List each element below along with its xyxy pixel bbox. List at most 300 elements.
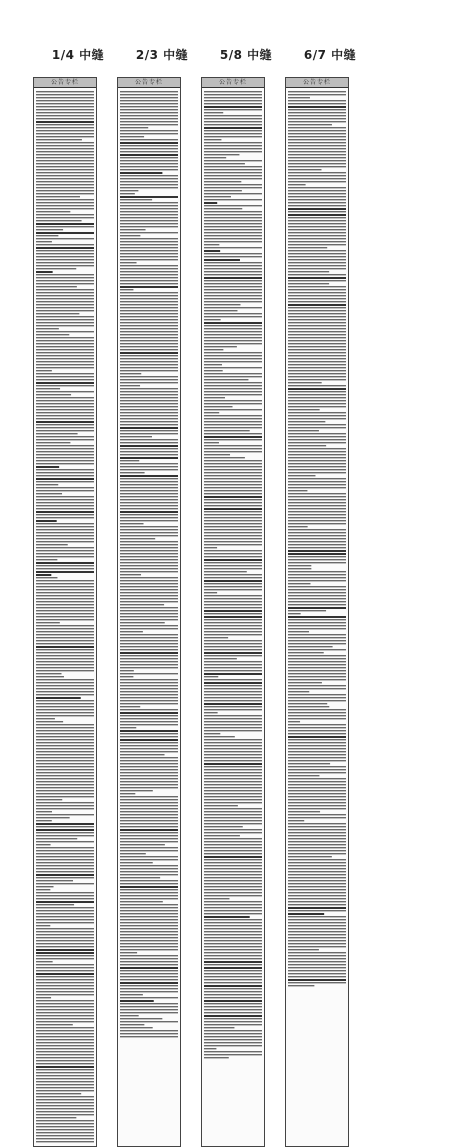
text-line [120,664,178,665]
text-line [288,574,346,575]
text-line [204,991,262,992]
text-line [120,724,178,725]
text-line [120,310,178,311]
text-line [36,898,94,899]
text-line [204,772,262,773]
text-line [120,91,178,92]
text-line [36,529,94,530]
text-line [204,94,262,95]
text-line [36,1075,94,1076]
text-line [36,769,94,770]
text-line [120,682,178,683]
notice-text-block [286,88,348,1146]
text-line [36,196,80,197]
text-line [204,553,262,554]
text-line [36,775,94,776]
text-line [288,385,346,386]
text-line [36,1045,94,1046]
text-line [120,505,178,506]
text-line [204,883,262,884]
text-line [288,934,346,935]
text-line [288,142,346,143]
text-line [204,862,262,863]
text-line [288,859,346,860]
text-line [36,343,94,344]
text-line [288,253,346,254]
text-line [36,1117,76,1118]
text-line [120,388,178,389]
text-line [288,937,346,938]
text-line [204,613,262,614]
text-line [36,754,94,755]
text-line [204,160,262,161]
text-line [36,583,94,584]
text-line [288,172,346,173]
text-line [204,775,262,776]
text-line [288,118,346,119]
text-line [120,1024,144,1025]
text-line [36,928,94,929]
text-line [204,733,220,734]
text-line [204,946,262,947]
text-line [288,877,346,878]
text-line [204,610,262,612]
text-line [204,490,262,491]
text-line [120,499,178,500]
text-line [120,142,178,144]
text-line [120,190,138,191]
text-line [120,589,178,590]
text-line [204,925,262,926]
text-line [120,796,178,797]
text-line [204,187,262,188]
text-line [204,247,262,248]
text-line [120,436,152,437]
text-line [36,1141,94,1142]
text-line [204,481,262,482]
text-line [120,703,178,704]
text-line [204,307,262,308]
text-line [120,757,178,758]
text-line [120,520,178,521]
text-line [204,574,262,575]
text-line [288,460,346,461]
text-line [120,211,178,212]
text-line [288,745,346,746]
text-line [204,391,262,392]
text-line [204,748,262,749]
text-line [36,1000,94,1001]
text-line [204,466,262,467]
text-line [288,355,346,356]
text-line [36,169,94,170]
text-line [288,598,346,599]
text-line [288,823,346,824]
text-line [120,559,178,560]
text-line [288,973,346,974]
text-line [288,727,346,728]
text-line [204,901,262,902]
text-line [36,484,58,485]
text-line [288,715,346,716]
text-line [120,562,178,563]
text-line [204,604,262,605]
text-line [120,736,178,737]
text-line [120,553,178,554]
text-line [36,790,94,791]
text-line [36,109,94,110]
text-line [36,709,94,710]
text-line [288,577,346,578]
text-line [288,613,301,614]
text-line [204,541,262,542]
text-line [120,322,178,323]
text-line [120,991,178,992]
text-line [288,316,346,317]
text-line [288,388,346,390]
text-line [204,895,262,896]
notice-column-4 [285,77,349,1147]
text-line [288,643,346,644]
text-line [120,715,178,716]
text-line [288,439,346,440]
text-line [204,763,262,765]
text-line [120,418,178,419]
text-line [288,673,346,674]
text-line [288,754,346,755]
text-line [120,430,178,431]
text-line [36,895,94,896]
text-line [36,1051,94,1052]
text-line [288,655,346,656]
text-line [288,865,346,866]
text-line [120,250,178,251]
text-line [120,514,178,515]
text-line [120,817,178,818]
text-line [120,280,178,281]
text-line [120,172,162,174]
text-line [204,814,262,815]
text-line [288,796,346,797]
text-line [36,295,94,296]
text-line [120,364,178,365]
text-line [36,679,94,680]
text-line [36,910,94,911]
text-line [204,532,262,533]
text-line [120,448,178,449]
text-line [36,1009,94,1010]
text-line [204,295,262,296]
text-line [288,970,346,971]
text-line [204,304,240,305]
text-line [36,592,94,593]
text-line [204,778,262,779]
text-line [120,832,178,833]
text-line [204,766,262,767]
text-line [36,664,94,665]
text-line [36,184,94,185]
text-line [36,784,94,785]
text-line [204,616,262,618]
text-line [36,214,94,215]
text-line [36,976,94,977]
text-line [36,655,94,656]
text-line [204,229,262,230]
text-line [288,892,346,893]
text-line [288,472,346,473]
text-line [36,907,94,908]
text-line [120,529,178,530]
text-line [288,103,346,104]
text-line [288,925,346,926]
text-line [288,280,346,281]
text-line [36,1057,94,1058]
text-line [288,196,346,197]
text-line [204,1000,262,1002]
text-line [120,625,178,626]
text-line [120,439,178,440]
text-line [288,676,346,677]
text-line [204,235,262,236]
text-line [120,478,178,479]
text-line [120,124,178,125]
text-line [288,181,346,182]
text-line [288,247,327,248]
text-line [36,1033,94,1034]
text-line [36,985,94,986]
text-line [288,106,346,108]
text-line [288,853,346,854]
text-line [204,841,262,842]
text-line [288,628,346,629]
text-line [204,352,262,353]
text-line [120,838,178,839]
text-line [120,1015,139,1016]
text-line [36,475,94,476]
text-line [36,604,94,605]
text-line [204,547,217,548]
text-line [36,448,94,449]
text-line [204,907,262,908]
text-line [204,757,262,758]
text-line [204,844,262,845]
text-line [288,808,346,809]
text-line [36,1069,94,1070]
text-line [120,727,136,728]
text-line [120,1000,154,1002]
text-line [204,433,262,434]
text-line [120,775,178,776]
text-line [36,661,94,662]
text-line [36,982,94,983]
column-title-2: 2/3 中缝 [135,48,189,62]
text-line [288,427,346,428]
text-line [36,811,52,812]
text-line [36,826,94,827]
text-line [120,454,178,455]
text-line [120,655,178,656]
text-line [120,793,135,794]
text-line [288,424,346,425]
text-line [120,502,178,503]
text-line [36,634,94,635]
text-line [36,850,94,851]
text-line [120,295,178,296]
text-line [36,880,73,881]
text-line [120,1036,178,1037]
text-line [120,100,178,101]
text-line [204,316,262,317]
text-line [288,961,346,962]
text-line [204,673,262,675]
text-line [204,454,230,455]
text-line [36,835,94,836]
text-line [120,433,178,434]
text-line [204,385,262,386]
text-line [288,967,346,968]
text-line [204,721,262,722]
text-line [120,382,178,383]
text-line [120,487,178,488]
text-line [120,265,178,266]
text-line [120,928,178,929]
text-line [36,751,94,752]
text-line [288,526,308,527]
text-line [36,652,94,653]
text-line [204,781,262,782]
text-line [288,631,309,632]
text-line [36,430,94,431]
text-line [120,220,178,221]
text-line [120,640,178,641]
text-line [204,382,262,383]
text-line [288,463,346,464]
text-line [288,91,346,92]
text-line [120,871,178,872]
text-line [204,793,262,794]
text-line [120,556,178,557]
text-line [288,337,346,338]
text-line [204,439,262,440]
text-line [36,616,94,617]
text-line [288,607,346,609]
text-line [120,808,178,809]
text-line [120,694,178,695]
text-line [120,535,178,536]
text-line [120,787,178,788]
text-line [288,397,346,398]
text-line [204,340,262,341]
text-line [120,460,139,461]
text-line [120,847,178,848]
text-line [36,619,94,620]
text-line [204,1045,262,1046]
text-line [120,730,178,732]
text-line [36,373,94,374]
text-line [36,220,82,221]
text-line [288,520,346,521]
text-line [204,157,226,158]
text-line [120,247,178,248]
text-line [36,355,94,356]
text-line [288,556,346,557]
text-line [120,1009,178,1010]
text-line [36,103,94,104]
text-line [120,193,135,194]
text-line [204,682,262,684]
text-line [204,904,262,905]
text-line [288,364,346,365]
text-line [36,115,94,116]
text-line [288,232,346,233]
text-line [36,673,62,674]
text-line [36,163,94,164]
text-line [288,346,346,347]
text-line [36,307,94,308]
text-line [120,1021,178,1022]
text-line [36,421,94,423]
text-line [120,580,178,581]
text-line [120,994,143,995]
text-line [204,799,262,800]
text-line [120,526,178,527]
text-line [120,103,178,104]
text-line [36,640,94,641]
text-line [204,889,262,890]
text-line [36,658,94,659]
text-line [288,616,346,618]
text-line [36,154,94,155]
text-line [204,394,262,395]
text-line [120,976,178,977]
text-line [120,931,178,932]
text-line [288,259,346,260]
text-line [288,817,346,818]
text-line [204,592,217,593]
text-line [36,940,94,941]
text-line [204,523,262,524]
text-line [204,511,262,512]
text-line [288,661,346,662]
text-line [204,232,262,233]
text-line [204,1009,262,1010]
text-line [288,154,346,155]
text-line [288,394,346,395]
text-line [204,505,262,506]
text-line [288,841,346,842]
text-line [204,220,262,221]
text-line [120,658,178,659]
text-line [288,688,346,689]
text-line [204,286,262,287]
text-line [288,508,346,509]
text-line [204,694,262,695]
text-line [120,610,178,611]
text-line [36,556,94,557]
text-line [288,481,346,482]
text-line [36,289,94,290]
text-line [36,1135,94,1136]
text-line [120,790,153,791]
text-line [36,622,60,623]
text-line [120,985,178,986]
text-line [120,613,178,614]
text-line [288,544,346,545]
text-line [36,478,94,480]
text-line [288,694,346,695]
text-line [120,661,178,662]
text-line [204,358,262,359]
